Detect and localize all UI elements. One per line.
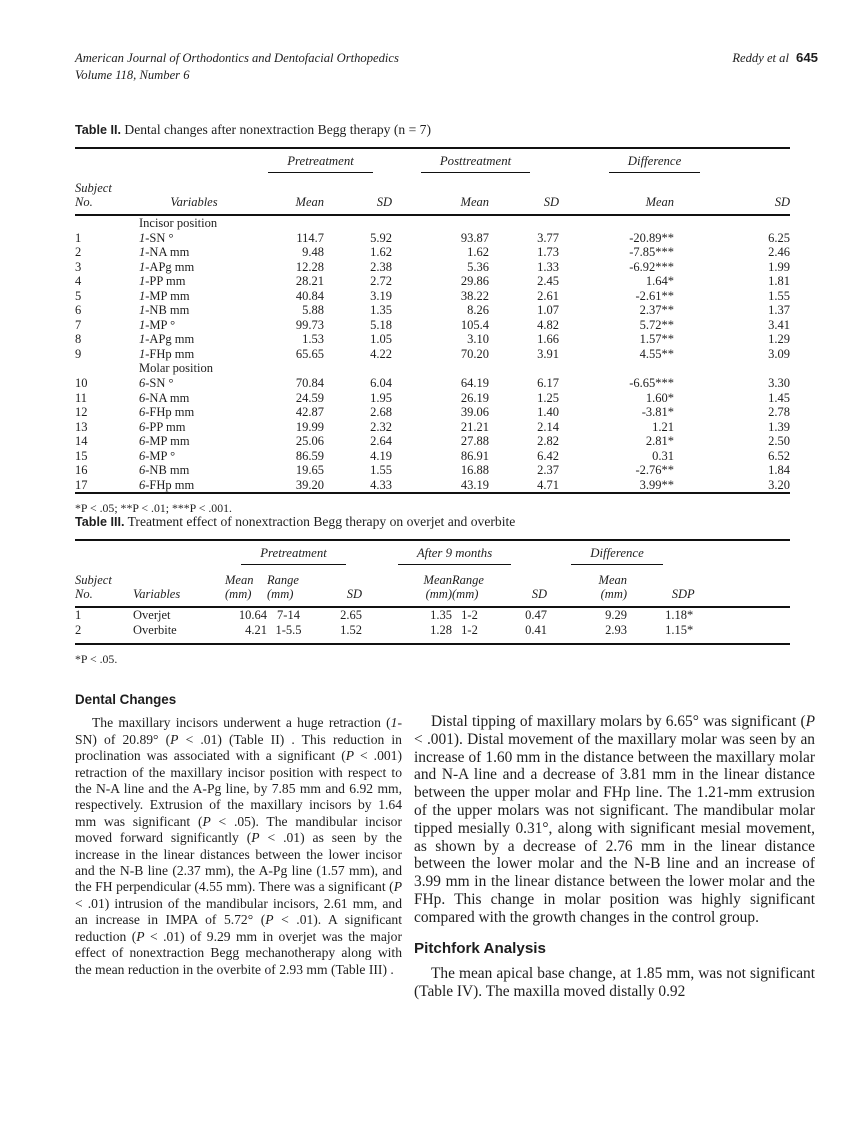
diff-sd-cell: 1.55	[768, 288, 791, 303]
after-sd-cell: 0.47	[525, 608, 548, 622]
text-segment: < .01) as seen by the increase in the linear distances between the lower incisor and the N-B line (2.37 mm), the A-Pg line (1.57 mm), and the FH perpendicular (4.55 mm). There was a significant (	[75, 830, 402, 895]
subject-no-cell: 8	[75, 332, 82, 347]
subject-no-cell: 5	[75, 288, 82, 303]
pre-sd-header: SD	[324, 178, 392, 215]
post-sd-cell: 4.71	[537, 477, 560, 492]
table3-title: Treatment effect of nonextraction Begg therapy on overjet and overbite	[127, 514, 516, 529]
post-sd-cell	[489, 361, 559, 376]
table-row	[75, 607, 790, 623]
variable-cell: 1-FHp mm	[139, 346, 195, 361]
group-difference: Difference	[547, 540, 687, 570]
post-mean-cell: 27.88	[460, 434, 490, 449]
diff-sd-cell: 1.84	[768, 463, 791, 478]
diff-sd-cell: 1.81	[768, 274, 791, 289]
pre-range-header: Range (mm)	[267, 570, 310, 607]
diff-mean-cell: -6.65***	[629, 376, 675, 391]
pre-mean-cell: 9.48	[302, 245, 324, 260]
subject-no-cell: 4	[75, 274, 82, 289]
table2-section	[75, 121, 790, 516]
table-row	[75, 434, 790, 449]
post-mean-cell: 39.06	[460, 405, 490, 420]
pre-sd-cell: 1.05	[370, 332, 393, 347]
table2-footnote: *P < .05; **P < .01; ***P < .001.	[75, 501, 232, 516]
pre-sd-cell: 5.18	[370, 317, 393, 332]
diff-sd-cell: 2.78	[768, 405, 791, 420]
pre-mean-cell: 39.20	[295, 477, 324, 492]
table2-body	[75, 215, 790, 493]
variable-cell: Overjet	[133, 608, 171, 622]
pre-sd-cell: 2.32	[370, 419, 393, 434]
table-row	[75, 332, 790, 347]
subject-no-cell	[75, 361, 139, 376]
text-segment: < .01). A significant reduction (	[75, 912, 402, 944]
subject-no-cell	[75, 215, 139, 231]
post-mean-cell: 64.19	[460, 376, 490, 391]
diff-sd-cell: 3.09	[768, 346, 791, 361]
diff-mean-cell: 2.37**	[639, 303, 675, 318]
post-mean-cell: 93.87	[460, 230, 490, 245]
pre-mean-cell: 1.53	[302, 332, 324, 347]
diff-sd-cell: 1.99	[768, 259, 791, 274]
pre-sd-cell: 1.55	[370, 463, 393, 478]
diff-mean-cell: 5.72**	[639, 317, 675, 332]
pre-mean-cell: 12.28	[295, 259, 324, 274]
post-sd-cell: 2.14	[537, 419, 560, 434]
column-header-row	[75, 570, 790, 607]
text-segment: < .001) retraction of the maxillary incisor position with respect to the N-A line and the A-Pg line, by 7.85 mm and 6.92 mm, respectively. Extrusion of the maxillary incisors by 1.64 mm was significant (	[75, 748, 402, 829]
variable-cell: 1-NA mm	[139, 245, 190, 260]
pre-mean-cell: 42.87	[295, 405, 324, 420]
diff-sd-cell: 6.25	[768, 230, 791, 245]
subject-no-cell: 12	[75, 405, 88, 420]
pre-mean-cell: 70.84	[295, 376, 324, 391]
subject-no-header: Subject No.	[75, 178, 139, 215]
subject-no-cell: 1	[75, 608, 82, 622]
post-sd-cell: 1.25	[537, 390, 560, 405]
diff-sd-cell: 1.18	[665, 608, 688, 622]
pre-sd-cell: 1.95	[370, 390, 393, 405]
variable-cell: 6-MP °	[139, 448, 176, 463]
pre-mean-cell: 65.65	[295, 346, 324, 361]
pre-mean-cell: 5.88	[302, 303, 324, 318]
variable-cell: Molar position	[139, 361, 213, 376]
post-mean-cell: 5.36	[467, 259, 490, 274]
pre-sd-cell: 4.22	[370, 346, 393, 361]
pre-sd-cell: 2.38	[370, 259, 393, 274]
subject-no-cell: 2	[75, 623, 82, 637]
post-sd-cell: 4.82	[537, 317, 560, 332]
journal-issue: Volume 118, Number 6	[75, 67, 190, 82]
table3-label: Table III.	[75, 515, 125, 529]
post-mean-cell	[392, 215, 489, 231]
variable-cell: 6-PP mm	[139, 419, 186, 434]
p-value-cell: *	[687, 623, 694, 637]
variable-cell: 1-MP °	[139, 317, 176, 332]
text-segment: P	[136, 928, 145, 944]
variables-header: Variables	[139, 178, 249, 215]
variable-cell: 6-FHp mm	[139, 477, 195, 492]
diff-mean-cell: 9.29	[605, 608, 628, 622]
pre-mean-header: Mean (mm)	[225, 570, 267, 607]
text-segment: < .01) of 9.29 mm in overjet was the major effect of nonextraction Begg mechanotherapy along with the mean reduction in the overbite of 2.93 mm (Table III) .	[75, 928, 402, 977]
diff-sd-cell: 3.41	[768, 317, 791, 332]
group-pretreatment: Pretreatment	[225, 540, 362, 570]
post-sd-cell: 1.33	[537, 259, 560, 274]
p-header: P	[687, 570, 790, 607]
text-segment: < .05). The mandibular incisor moved forward significantly (	[75, 813, 402, 846]
post-sd-cell: 3.91	[537, 346, 560, 361]
pre-sd-cell: 1.35	[370, 303, 393, 318]
diff-sd-cell: 3.30	[768, 376, 791, 391]
post-sd-cell: 2.45	[537, 274, 560, 289]
post-sd-cell: 6.42	[537, 448, 560, 463]
pre-range-cell: 7-14	[277, 608, 300, 622]
table-row	[75, 289, 790, 304]
text-segment: < .01) intrusion of the mandibular incisors, 2.61 mm, and an increase in IMPA of 5.72° (	[75, 895, 402, 928]
post-mean-cell: 1.62	[467, 245, 490, 260]
table-row	[75, 245, 790, 260]
subject-no-cell: 6	[75, 303, 82, 318]
diff-sd-header: SD	[674, 178, 790, 215]
table3-caption	[75, 513, 790, 531]
diff-sd-cell: 3.20	[768, 477, 791, 492]
variable-cell: 1-NB mm	[139, 303, 190, 318]
text-segment: P	[805, 713, 815, 730]
diff-sd-cell: 2.46	[768, 245, 791, 260]
diff-mean-cell: -7.85***	[629, 245, 675, 260]
diff-mean-cell	[559, 215, 674, 231]
variable-cell: 1-MP mm	[139, 288, 190, 303]
pre-mean-cell	[249, 215, 324, 231]
subject-no-header: Subject No.	[75, 570, 133, 607]
table-row	[75, 274, 790, 289]
table-row	[75, 376, 790, 391]
post-mean-header: Mean	[392, 178, 489, 215]
after-sd-cell: 0.41	[525, 623, 548, 637]
section-heading-dental-changes: Dental Changes	[75, 692, 177, 707]
after-mean-cell: 1.35	[430, 608, 452, 622]
text-segment: P	[345, 748, 355, 764]
pre-mean-cell: 40.84	[295, 288, 324, 303]
pre-mean-cell: 4.21	[245, 623, 267, 637]
pre-range-cell: 1-5.5	[275, 623, 302, 637]
running-head-right	[732, 50, 818, 66]
post-mean-cell: 86.91	[460, 448, 490, 463]
diff-sd-cell: 1.29	[768, 332, 791, 347]
diff-mean-header: Mean (mm)	[547, 570, 627, 607]
variable-cell: Overbite	[133, 623, 177, 637]
diff-mean-cell	[559, 361, 674, 376]
diff-sd-cell: 1.39	[768, 419, 791, 434]
pre-mean-cell: 114.7	[296, 230, 324, 245]
pre-sd-cell: 4.33	[370, 477, 393, 492]
journal-title: American Journal of Orthodontics and Dentofacial Orthopedics	[75, 51, 399, 65]
text-segment: P	[170, 731, 179, 747]
table-row	[75, 449, 790, 464]
table3-footnote: *P < .05.	[75, 652, 118, 666]
pre-mean-cell: 99.73	[295, 317, 324, 332]
after-mean-cell: 1.28	[430, 623, 452, 637]
table3-body	[75, 607, 790, 644]
post-mean-cell: 26.19	[460, 390, 490, 405]
table-row	[75, 303, 790, 318]
diff-mean-cell: 1.57**	[639, 332, 675, 347]
text-segment: < .001). Distal movement of the maxillary molar was seen by an increase of 1.60 mm in the distance between the maxillary molar and N-A line and a decrease of 3.81 mm in the linear distance between the upper molar and FHp line. The 1.21-mm extrusion of the upper molars was not significant. The mandibular molar tipped mesially 0.31°, along with significant mesial movement, as shown by a decrease of 2.76 mm in the linear distance between the lower molar and the N-B line and an increase of 3.99 mm in the linear distance between the lower molar and the FHp. This change in molar position was highly significant compared with the growth changes in the control group.	[414, 730, 815, 926]
page-number: 645	[795, 50, 818, 65]
paragraph	[414, 965, 815, 1001]
table3-section	[75, 513, 790, 667]
pre-mean-cell: 19.65	[295, 463, 324, 478]
subject-no-cell: 17	[75, 477, 88, 492]
subject-no-cell: 7	[75, 317, 82, 332]
variable-cell: 6-SN °	[139, 376, 174, 391]
diff-mean-header: Mean	[559, 178, 674, 215]
diff-sd-cell: 6.52	[768, 448, 791, 463]
post-sd-cell: 1.40	[537, 405, 560, 420]
text-segment: < .01) (Table II) . This reduction in proclination was associated with a significant (	[75, 731, 402, 764]
pre-sd-header: SD	[310, 570, 362, 607]
body-column-right	[414, 713, 815, 1001]
subject-no-cell: 1	[75, 230, 82, 245]
pre-mean-cell: 25.06	[295, 434, 324, 449]
diff-sd-cell: 2.50	[768, 434, 791, 449]
diff-mean-cell: 3.99**	[639, 477, 675, 492]
variable-cell: 6-NA mm	[139, 390, 190, 405]
post-mean-cell: 38.22	[460, 288, 490, 303]
diff-mean-cell: 0.31	[652, 448, 675, 463]
after-range-cell: 1-2	[461, 608, 478, 622]
post-mean-cell: 8.26	[467, 303, 490, 318]
table2-label: Table II.	[75, 123, 121, 137]
post-mean-cell: 70.20	[460, 346, 490, 361]
pre-mean-header: Mean	[249, 178, 324, 215]
diff-mean-cell: 4.55**	[639, 346, 675, 361]
table2-title: Dental changes after nonextraction Begg therapy (n = 7)	[124, 122, 431, 137]
pre-mean-cell: 10.64	[238, 608, 267, 622]
pre-sd-cell: 3.19	[370, 288, 393, 303]
text-segment: Distal tipping of maxillary molars by 6.65° was significant (	[431, 713, 806, 730]
group-pretreatment: Pretreatment	[249, 148, 392, 178]
post-sd-cell: 3.77	[537, 230, 560, 245]
pre-sd-cell: 2.65	[340, 608, 362, 622]
post-mean-cell: 105.4	[460, 317, 490, 332]
table2-caption	[75, 121, 790, 139]
post-mean-cell: 43.19	[460, 477, 490, 492]
body-column-left	[75, 692, 402, 978]
text-segment: The maxillary incisors underwent a huge retraction (	[92, 715, 391, 731]
diff-sd-cell: 1.15	[665, 623, 688, 637]
pre-sd-cell: 2.68	[370, 405, 393, 420]
variable-cell: 6-FHp mm	[139, 405, 195, 420]
subject-no-cell: 13	[75, 419, 88, 434]
running-authors: Reddy et al	[732, 51, 789, 65]
post-sd-cell: 2.37	[537, 463, 560, 478]
variable-cell: 1-APg mm	[139, 259, 195, 274]
text-segment: P	[393, 879, 402, 895]
post-sd-header: SD	[489, 178, 559, 215]
text-segment: P	[251, 830, 260, 846]
table-row	[75, 405, 790, 420]
pre-mean-cell	[249, 361, 324, 376]
pre-sd-cell: 1.62	[370, 245, 393, 260]
variable-cell: 1-SN °	[139, 230, 174, 245]
diff-mean-cell: 1.60*	[645, 390, 675, 405]
variable-cell: 1-PP mm	[139, 274, 186, 289]
text-segment: The mean apical base change, at 1.85 mm, was not significant (Table IV). The maxilla moved distally 0.92	[414, 965, 815, 1001]
table-row	[75, 231, 790, 246]
table-row	[75, 361, 790, 376]
diff-mean-cell: -2.61**	[635, 288, 675, 303]
pre-sd-cell	[324, 361, 392, 376]
pre-sd-cell	[324, 215, 392, 231]
variable-cell: Incisor position	[139, 216, 218, 230]
diff-mean-cell: 2.93	[605, 623, 628, 637]
paragraph	[75, 715, 402, 978]
text-segment: 1	[390, 715, 398, 731]
group-difference: Difference	[559, 148, 790, 178]
post-mean-cell: 3.10	[467, 332, 490, 347]
pre-mean-cell: 86.59	[295, 448, 324, 463]
table-row	[75, 478, 790, 494]
paragraph	[414, 713, 815, 927]
table-row	[75, 260, 790, 275]
p-value-cell: *	[687, 608, 694, 622]
pre-sd-cell: 2.72	[370, 274, 393, 289]
post-sd-cell: 1.07	[537, 303, 560, 318]
after-range-cell: 1-2	[461, 623, 478, 637]
subject-no-cell: 9	[75, 346, 82, 361]
diff-mean-cell: 1.64*	[645, 274, 675, 289]
subject-no-cell: 3	[75, 259, 82, 274]
running-head-left	[75, 50, 399, 83]
running-head	[75, 50, 818, 83]
group-after9months: After 9 months	[362, 540, 547, 570]
post-sd-cell: 6.17	[537, 376, 560, 391]
pre-sd-cell: 6.04	[370, 376, 393, 391]
diff-sd-cell: 1.45	[768, 390, 791, 405]
subject-no-cell: 14	[75, 434, 88, 449]
pre-sd-cell: 2.64	[370, 434, 393, 449]
diff-sd-cell: 1.37	[768, 303, 791, 318]
pre-mean-cell: 19.99	[295, 419, 324, 434]
table2	[75, 147, 790, 494]
pre-sd-cell: 5.92	[370, 230, 393, 245]
subject-no-cell: 16	[75, 463, 88, 478]
text-segment: P	[202, 813, 211, 829]
group-header-row	[75, 540, 790, 570]
group-posttreatment: Posttreatment	[392, 148, 559, 178]
table-row	[75, 623, 790, 644]
post-sd-cell: 2.61	[537, 288, 560, 303]
subject-no-cell: 10	[75, 376, 88, 391]
pre-sd-cell: 4.19	[370, 448, 393, 463]
post-mean-cell: 29.86	[460, 274, 490, 289]
post-mean-cell	[392, 361, 489, 376]
section-heading-pitchfork-analysis: Pitchfork Analysis	[414, 939, 546, 957]
pre-mean-cell: 24.59	[295, 390, 324, 405]
post-sd-cell: 1.73	[537, 245, 560, 260]
table3	[75, 539, 790, 645]
post-sd-cell: 1.66	[537, 332, 560, 347]
table-row	[75, 420, 790, 435]
subject-no-cell: 15	[75, 448, 88, 463]
pre-mean-cell: 28.21	[295, 274, 324, 289]
after-range-header: Range (mm)	[452, 570, 487, 607]
pre-sd-cell: 1.52	[340, 623, 362, 637]
diff-mean-cell: -3.81*	[641, 405, 675, 420]
post-sd-cell	[489, 215, 559, 231]
diff-mean-cell: 2.81*	[645, 434, 675, 449]
subject-no-cell: 2	[75, 245, 82, 260]
post-sd-cell: 2.82	[537, 434, 560, 449]
table-row	[75, 318, 790, 333]
text-segment: P	[265, 912, 274, 928]
post-mean-cell: 21.21	[460, 419, 490, 434]
after-mean-header: Mean (mm)	[362, 570, 452, 607]
variables-header: Variables	[133, 570, 225, 607]
after-sd-header: SD	[487, 570, 547, 607]
group-header-row	[75, 148, 790, 178]
table-row	[75, 347, 790, 362]
diff-mean-cell: -2.76**	[635, 463, 675, 478]
diff-mean-cell: 1.21	[652, 419, 675, 434]
diff-sd-header: SD	[627, 570, 687, 607]
variable-cell: 6-NB mm	[139, 463, 190, 478]
table-row	[75, 391, 790, 406]
variable-cell: 1-APg mm	[139, 332, 195, 347]
table-row	[75, 215, 790, 231]
diff-mean-cell: -6.92***	[629, 259, 675, 274]
diff-mean-cell: -20.89**	[629, 230, 675, 245]
subject-no-cell: 11	[75, 390, 88, 405]
column-header-row	[75, 178, 790, 215]
post-mean-cell: 16.88	[460, 463, 490, 478]
diff-sd-cell	[674, 361, 790, 376]
diff-sd-cell	[674, 215, 790, 231]
text-segment: -SN) of 20.89° (	[75, 715, 402, 747]
table-row	[75, 463, 790, 478]
variable-cell: 6-MP mm	[139, 434, 190, 449]
